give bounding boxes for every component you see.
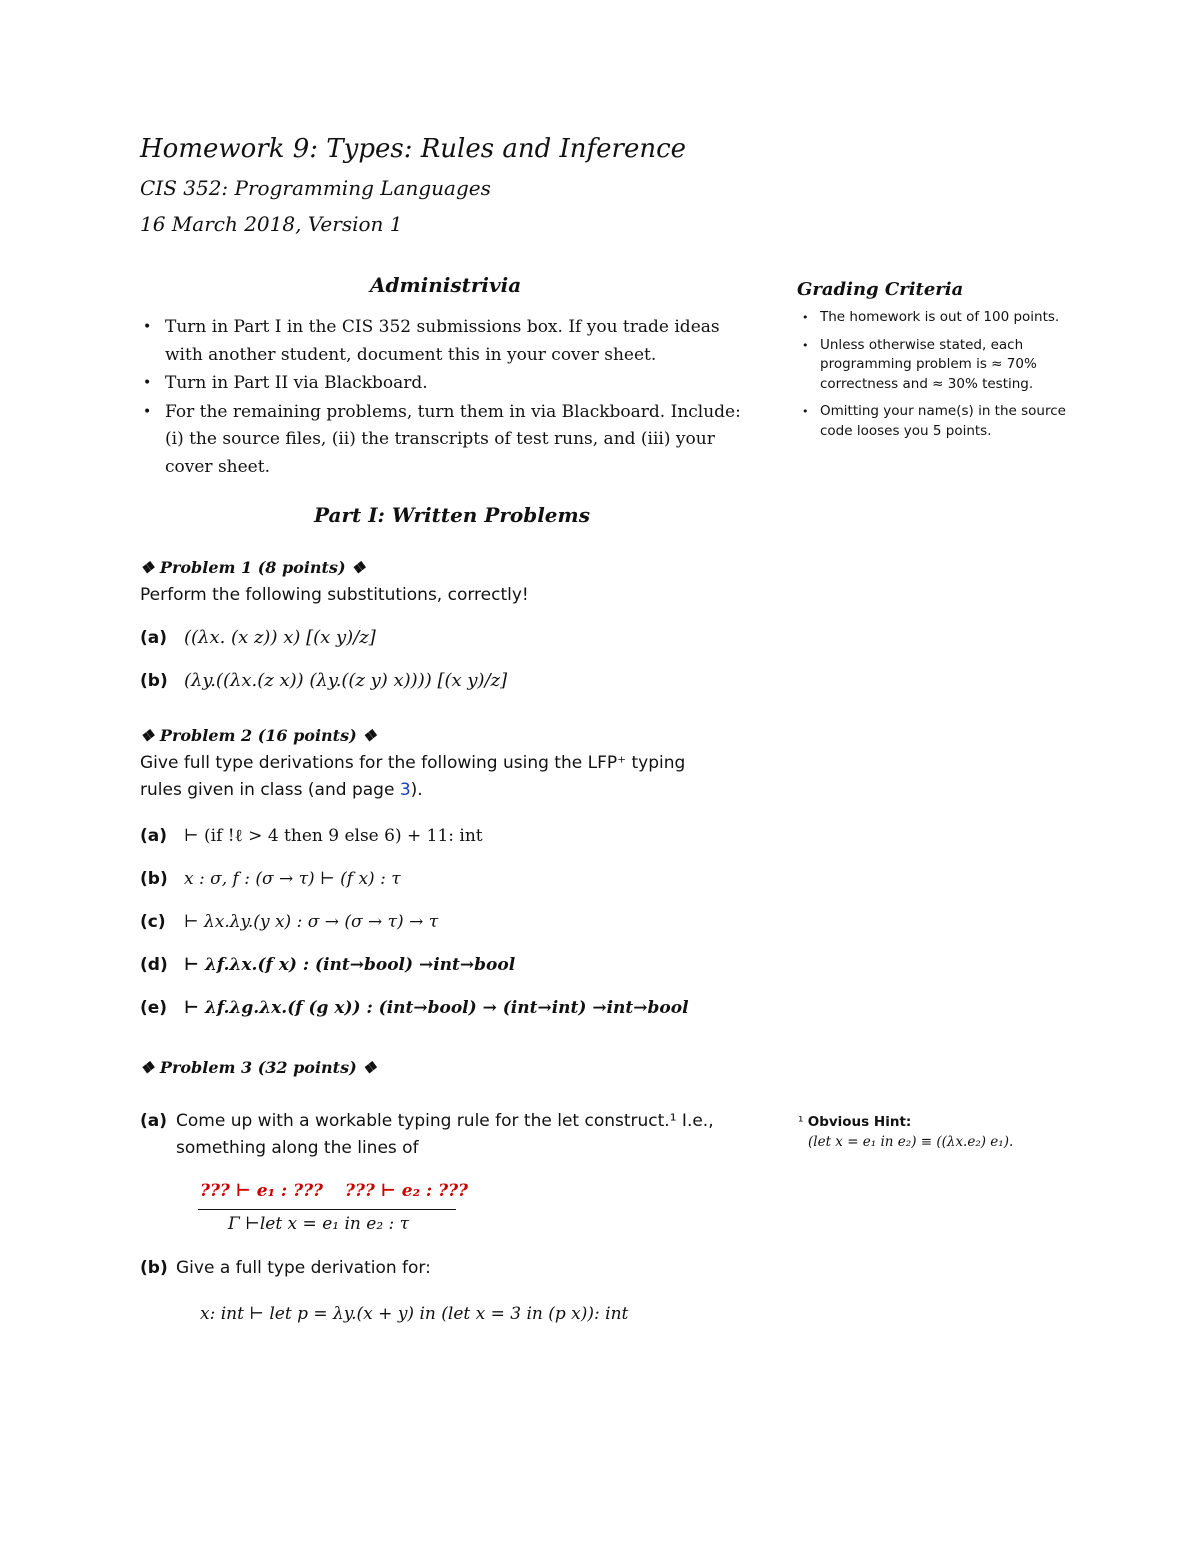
bullet-icon: • — [143, 403, 152, 420]
problem3-heading: ❖ Problem 3 (32 points) ❖ — [140, 1058, 377, 1077]
rule-premise-2: ??? ⊢ e₂ : ??? — [345, 1181, 469, 1201]
administrivia-heading: Administrivia — [370, 273, 522, 297]
problem2-item-e: (e) ⊢ λf.λg.λx.(f (g x)) : (int→bool) → (int→int) →int→bool — [140, 998, 689, 1018]
administrivia-list — [140, 314, 780, 482]
grading-item: • Unless otherwise stated, each programming problem is ≈ 70% correctness and ≈ 30% testing. — [802, 336, 1037, 392]
grading-list — [797, 308, 1097, 449]
bullet-icon: • — [802, 338, 809, 352]
rule-conclusion: Γ ⊢let x = e₁ in e₂ : τ — [228, 1214, 410, 1234]
problem2-item-d: (d) ⊢ λf.λx.(f x) : (int→bool) →int→bool — [140, 955, 516, 975]
footnote-expr: (let x = e₁ in e₂) ≡ ((λx.e₂) e₁). — [808, 1134, 1014, 1150]
problem2-intro: Give full type derivations for the following using the LFP⁺ typing rules given in class (and page 3). — [140, 753, 686, 800]
footnote-mark: ¹ — [798, 1114, 804, 1130]
problem2-heading: ❖ Problem 2 (16 points) ❖ — [140, 726, 377, 745]
course-subtitle: CIS 352: Programming Languages — [140, 176, 491, 200]
bullet-icon: • — [802, 405, 809, 418]
problem1-item-a: (a) ((λx. (x z)) x) [(x y)/z] — [140, 627, 376, 648]
rule-divider — [198, 1209, 456, 1210]
footnote-label: Obvious Hint: — [807, 1114, 912, 1130]
footnote — [798, 1112, 1013, 1152]
grading-item: • Omitting your name(s) in the source code looses you 5 points. — [802, 403, 1066, 439]
bullet-icon: • — [143, 375, 152, 391]
bullet-icon: • — [802, 311, 809, 324]
problem2-item-c: (c) ⊢ λx.λy.(y x) : σ → (σ → τ) → τ — [140, 912, 439, 932]
document-title: Homework 9: Types: Rules and Inference — [140, 134, 687, 164]
problem1-intro: Perform the following substitutions, correctly! — [140, 585, 529, 605]
page-ref-link[interactable]: 3 — [399, 780, 411, 800]
problem3-part-b: (b) Give a full type derivation for: — [140, 1258, 431, 1278]
grading-heading: Grading Criteria — [797, 279, 964, 300]
problem3-b-expr: x: int ⊢ let p = λy.(x + y) in (let x = 3 in (p x)): int — [200, 1304, 629, 1324]
grading-item: • The homework is out of 100 points. — [797, 308, 1097, 328]
problem2-item-b: (b) x : σ, f : (σ → τ) ⊢ (f x) : τ — [140, 869, 401, 889]
problem2-item-a: (a) ⊢ (if !ℓ > 4 then 9 else 6) + 11: int — [140, 826, 483, 846]
administrivia-item: • Turn in Part II via Blackboard. — [140, 370, 780, 398]
part1-heading: Part I: Written Problems — [314, 503, 590, 527]
administrivia-item: • Turn in Part I in the CIS 352 submissions box. If you trade ideas with another student, document this in your cover sheet. — [140, 314, 780, 369]
problem1-heading: ❖ Problem 1 (8 points) ❖ — [140, 558, 366, 577]
bullet-icon: • — [143, 319, 152, 335]
rule-premise-1: ??? ⊢ e₁ : ??? — [200, 1181, 324, 1201]
problem1-item-b: (b) (λy.((λx.(z x)) (λy.((z y) x)))) [(x y)/z] — [140, 670, 508, 691]
problem3-part-a: (a) Come up with a workable typing rule for the let construct.¹ I.e., something along the lines of — [140, 1111, 714, 1158]
date-version: 16 March 2018, Version 1 — [140, 212, 403, 236]
administrivia-item: • For the remaining problems, turn them in via Blackboard. Include: (i) the source files, (ii) the transcripts of test runs, and (iii) your cover sheet. — [140, 399, 780, 482]
